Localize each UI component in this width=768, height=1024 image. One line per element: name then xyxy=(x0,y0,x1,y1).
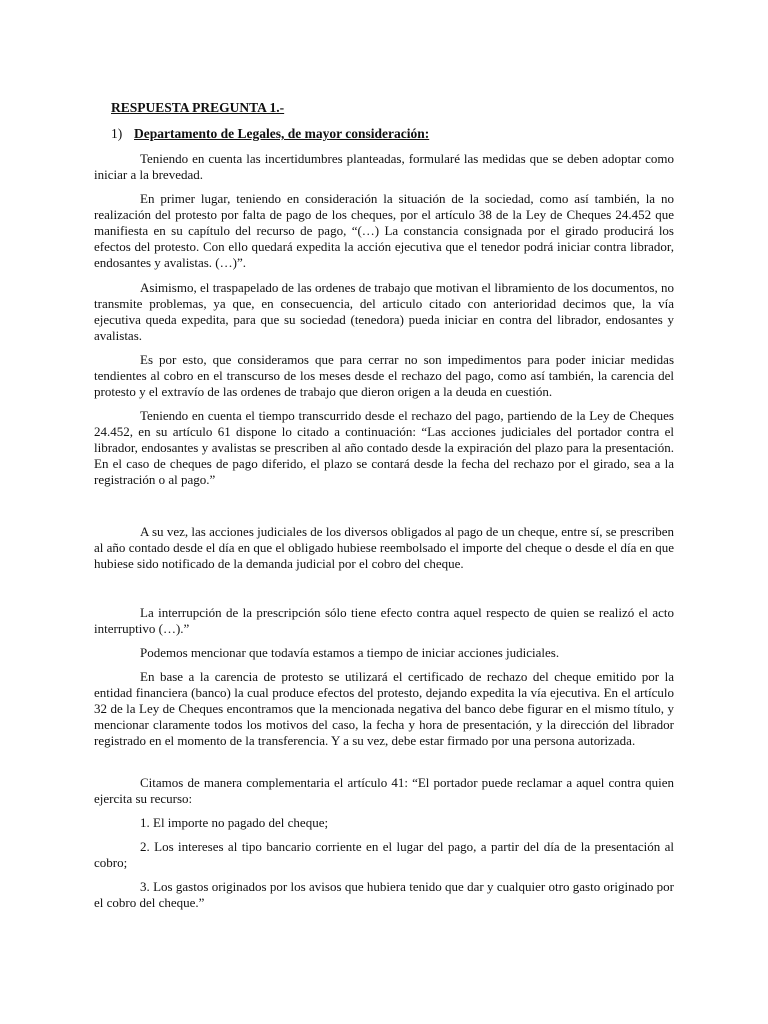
section-title: Departamento de Legales, de mayor consideración: xyxy=(134,126,430,141)
section-heading xyxy=(111,126,429,142)
document-heading: RESPUESTA PREGUNTA 1.- xyxy=(111,100,285,115)
section-number: 1) xyxy=(111,126,123,141)
paragraph-article-61: Teniendo en cuenta el tiempo transcurrido desde el rechazo del pago, partiendo de la Ley de Cheques 24.452, en su artículo 61 dispone lo citado a continuación: “Las acciones judiciales del portador contra el librador, endosantes y avalistas se prescriben al año contado desde la expiración del plazo para la presentación. En el caso de cheques de pago diferido, el plazo se contará desde la fecha del rechazo por el girado, sea a la registración o al pago.” xyxy=(94,408,674,487)
paragraph-article-41: Citamos de manera complementaria el artículo 41: “El portador puede reclamar a aquel contra quien ejercita su recurso: xyxy=(94,775,674,806)
paragraph-es-por-esto: Es por esto, que consideramos que para cerrar no son impedimentos para poder iniciar medidas tendientes al cobro en el transcurso de los meses desde el rechazo del pago, como así también, la carencia del protesto y el extravío de las ordenes de trabajo que dieron origen a la deuda en cuestión. xyxy=(94,352,674,399)
list-item-2: 2. Los intereses al tipo bancario corriente en el lugar del pago, a partir del día de la presentación al cobro; xyxy=(94,839,674,870)
paragraph-a-su-vez: A su vez, las acciones judiciales de los diversos obligados al pago de un cheque, entre sí, se prescriben al año contado desde el día en que el obligado hubiese reembolsado el importe del cheque o desde el día en que hubiese sido notificado de la demanda judicial por el cobro del cheque. xyxy=(94,524,674,571)
paragraph-intro: Teniendo en cuenta las incertidumbres planteadas, formularé las medidas que se deben adoptar como iniciar a la brevedad. xyxy=(94,151,674,182)
paragraph-interrupcion: La interrupción de la prescripción sólo tiene efecto contra aquel respecto de quien se realizó el acto interruptivo (…).” xyxy=(94,605,674,636)
list-item-3: 3. Los gastos originados por los avisos que hubiera tenido que dar y cualquier otro gasto originado por el cobro del cheque.” xyxy=(94,879,674,910)
paragraph-first-point: En primer lugar, teniendo en consideración la situación de la sociedad, como así también, la no realización del protesto por falta de pago de los cheques, por el artículo 38 de la Ley de Cheques 24.452 que manifiesta en su capítulo del recurso de pago, “(…) La constancia consignada por el girado producirá los efectos del protesto. Con ello quedará expedita la acción ejecutiva que el tenedor podrá iniciar contra librador, endosantes y avalistas. (…)”. xyxy=(94,191,674,270)
list-item-1: 1. El importe no pagado del cheque; xyxy=(140,815,329,830)
paragraph-podemos: Podemos mencionar que todavía estamos a tiempo de iniciar acciones judiciales. xyxy=(140,645,560,660)
paragraph-certificado: En base a la carencia de protesto se utilizará el certificado de rechazo del cheque emitido por la entidad financiera (banco) la cual produce efectos del protesto, dejando expedita la vía ejecutiva. En el artículo 32 de la Ley de Cheques encontramos que la mencionada negativa del banco debe figurar en el mismo título, y mencionar claramente todos los motivos del caso, la fecha y hora de presentación, y la dirección del librador registrado en el momento de la transferencia. Y a su vez, debe estar firmado por una persona autorizada. xyxy=(94,669,674,748)
paragraph-asimismo: Asimismo, el traspapelado de las ordenes de trabajo que motivan el libramiento de los documentos, no transmite problemas, ya que, en consecuencia, del articulo citado con anterioridad decimos que, la vía ejecutiva queda expedita, para que su sociedad (tenedora) pueda iniciar en contra del librador, endosantes y avalistas. xyxy=(94,280,674,343)
